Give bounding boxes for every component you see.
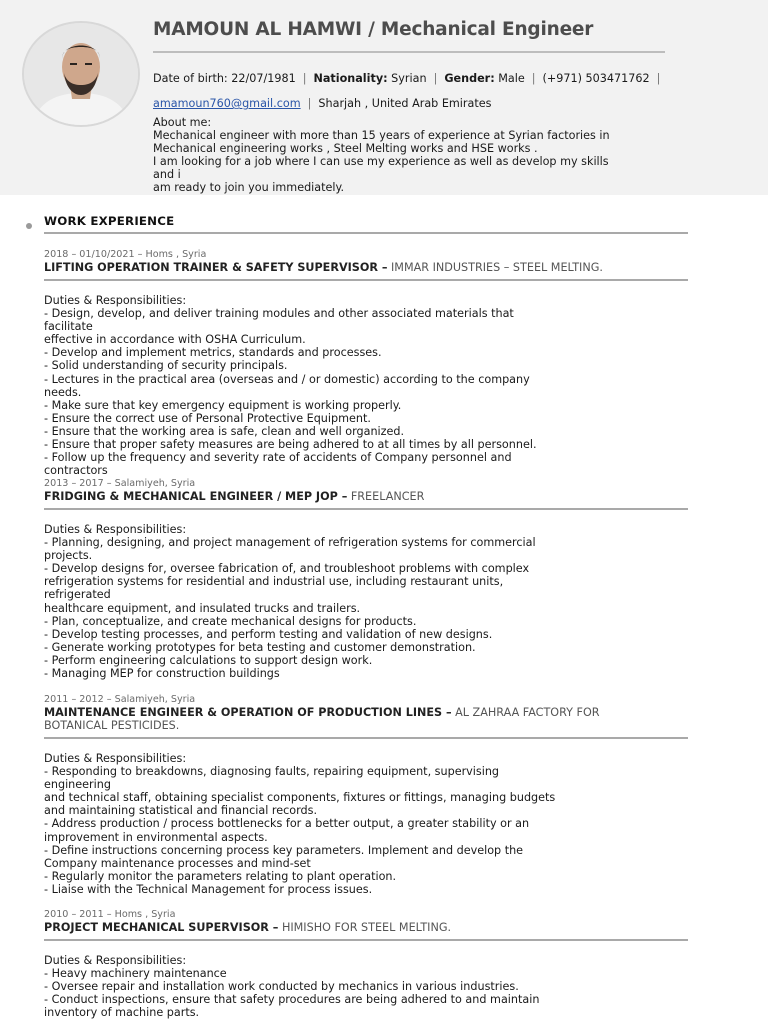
- section-title: WORK EXPERIENCE: [44, 214, 175, 228]
- job-company: IMMAR INDUSTRIES – STEEL MELTING.: [387, 261, 603, 274]
- job-title: [44, 490, 688, 503]
- nationality-label: Nationality:: [313, 72, 388, 85]
- person-photo-icon: [24, 23, 138, 125]
- contact-line: [153, 97, 491, 110]
- gender-value: Male: [498, 72, 525, 85]
- duty-line: - Design, develop, and deliver training modules and other associated materials that facilitate: [44, 307, 518, 334]
- job-entry: [44, 249, 688, 477]
- duties-label: Duties & Responsibilities:: [44, 752, 187, 765]
- job-company: HIMISHO FOR STEEL MELTING.: [278, 921, 452, 934]
- personal-info-line: [153, 72, 667, 85]
- section-bullet-icon: [26, 223, 32, 229]
- duty-line: - Plan, conceptualize, and create mechanical designs for products.: [44, 614, 417, 628]
- job-dates-location: 2018 – 01/10/2021 – Homs , Syria: [44, 249, 207, 260]
- duty-line: - Make sure that key emergency equipment is working properly.: [44, 398, 402, 412]
- duty-line: - Develop and implement metrics, standards and processes.: [44, 346, 382, 360]
- job-company: AL ZAHRAA FACTORY FOR BOTANICAL PESTICIDES.: [44, 706, 600, 732]
- duty-line: - Responding to breakdowns, diagnosing faults, repairing equipment, supervising engineering: [44, 765, 503, 792]
- profile-photo: [22, 21, 140, 127]
- job-entry: [44, 478, 688, 680]
- job-title: [44, 706, 644, 732]
- job-role: LIFTING OPERATION TRAINER & SAFETY SUPERVISOR –: [44, 261, 388, 274]
- duty-line: - Solid understanding of security principals.: [44, 359, 288, 373]
- duty-line: inventory of machine parts.: [44, 1006, 200, 1020]
- job-role: PROJECT MECHANICAL SUPERVISOR –: [44, 921, 279, 934]
- separator: |: [531, 72, 536, 85]
- job-dates-location: 2010 – 2011 – Homs , Syria: [44, 909, 176, 920]
- duty-line: improvement in environmental aspects.: [44, 830, 268, 844]
- duty-line: - Generate working prototypes for beta testing and customer demonstration.: [44, 640, 476, 654]
- separator: |: [433, 72, 438, 85]
- duty-line: and technical staff, obtaining specialist components, fixtures or fittings, managing budgets: [44, 791, 556, 805]
- duty-line: - Lectures in the practical area (overseas and / or domestic) according to the company needs.: [44, 372, 534, 399]
- duties-label: Duties & Responsibilities:: [44, 523, 187, 536]
- job-dates-location: 2011 – 2012 – Salamiyeh, Syria: [44, 694, 196, 705]
- about-label: About me:: [153, 116, 212, 129]
- duty-line: - Planning, designing, and project management of refrigeration systems for commercial: [44, 536, 536, 550]
- duty-line: - Managing MEP for construction buildings: [44, 667, 280, 681]
- duty-line: contractors: [44, 464, 108, 478]
- duty-line: - Develop testing processes, and perform testing and validation of new designs.: [44, 627, 493, 641]
- duties-label: Duties & Responsibilities:: [44, 294, 187, 307]
- date-of-birth: Date of birth: 22/07/1981: [153, 72, 296, 85]
- duty-line: and maintaining statistical and financial records.: [44, 804, 318, 818]
- gender-label: Gender:: [444, 72, 495, 85]
- duty-line: - Heavy machinery maintenance: [44, 967, 227, 981]
- job-company: FREELANCER: [347, 490, 425, 503]
- job-role: FRIDGING & MECHANICAL ENGINEER / MEP JOP –: [44, 490, 348, 503]
- duty-line: - Conduct inspections, ensure that safety procedures are being adhered to and maintain: [44, 993, 540, 1007]
- job-entry: [44, 909, 688, 1019]
- duty-line: - Follow up the frequency and severity rate of accidents of Company personnel and: [44, 451, 512, 465]
- duty-line: - Ensure that the working area is safe, clean and well organized.: [44, 424, 405, 438]
- candidate-name: MAMOUN AL HAMWI / Mechanical Engineer: [153, 19, 594, 40]
- duties-label: Duties & Responsibilities:: [44, 954, 187, 967]
- location: Sharjah , United Arab Emirates: [318, 97, 492, 110]
- separator: |: [307, 97, 312, 110]
- job-duties: [44, 523, 564, 680]
- nationality-value: Syrian: [391, 72, 427, 85]
- job-divider: [44, 508, 688, 510]
- about-line: am ready to join you immediately.: [153, 181, 345, 194]
- duty-line: - Ensure the correct use of Personal Protective Equipment.: [44, 411, 371, 425]
- duty-line: - Oversee repair and installation work conducted by mechanics in various industries.: [44, 980, 519, 994]
- about-line: Mechanical engineering works , Steel Melting works and HSE works .: [153, 142, 538, 155]
- duty-line: - Liaise with the Technical Management for process issues.: [44, 882, 373, 896]
- job-title: [44, 921, 688, 934]
- duty-line: - Develop designs for, oversee fabrication of, and troubleshoot problems with complex: [44, 562, 530, 576]
- job-divider: [44, 279, 688, 281]
- duty-line: healthcare equipment, and insulated trucks and trailers.: [44, 601, 361, 615]
- phone-number: (+971) 503471762: [542, 72, 650, 85]
- duty-line: projects.: [44, 549, 93, 563]
- job-duties: [44, 954, 564, 1019]
- about-line: Mechanical engineer with more than 15 years of experience at Syrian factories in: [153, 129, 610, 142]
- job-title: [44, 261, 688, 274]
- name-divider: [153, 51, 665, 53]
- separator: |: [656, 72, 661, 85]
- duty-line: - Define instructions concerning process key parameters. Implement and develop the: [44, 843, 524, 857]
- separator: |: [302, 72, 307, 85]
- duty-line: refrigeration systems for residential and industrial use, including restaurant units, refrigerated: [44, 575, 507, 602]
- job-entry: [44, 694, 688, 896]
- duty-line: - Ensure that proper safety measures are being adhered to at all times by all personnel.: [44, 438, 537, 452]
- job-divider: [44, 939, 688, 941]
- duty-line: Company maintenance processes and mind-set: [44, 856, 311, 870]
- duty-line: - Regularly monitor the parameters relating to plant operation.: [44, 869, 397, 883]
- about-line: I am looking for a job where I can use my experience as well as develop my skills and i: [153, 155, 613, 181]
- job-divider: [44, 737, 688, 739]
- section-divider: [44, 232, 688, 234]
- job-role: MAINTENANCE ENGINEER & OPERATION OF PRODUCTION LINES –: [44, 706, 452, 719]
- email-link[interactable]: amamoun760@gmail.com: [153, 97, 301, 110]
- job-duties: [44, 752, 564, 896]
- duty-line: - Address production / process bottlenecks for a better output, a greater stability or an: [44, 817, 530, 831]
- profile-header: [0, 0, 768, 195]
- about-section: [153, 116, 623, 194]
- duty-line: effective in accordance with OSHA Curriculum.: [44, 333, 306, 347]
- duty-line: - Perform engineering calculations to support design work.: [44, 653, 373, 667]
- job-dates-location: 2013 – 2017 – Salamiyeh, Syria: [44, 478, 196, 489]
- job-duties: [44, 294, 564, 477]
